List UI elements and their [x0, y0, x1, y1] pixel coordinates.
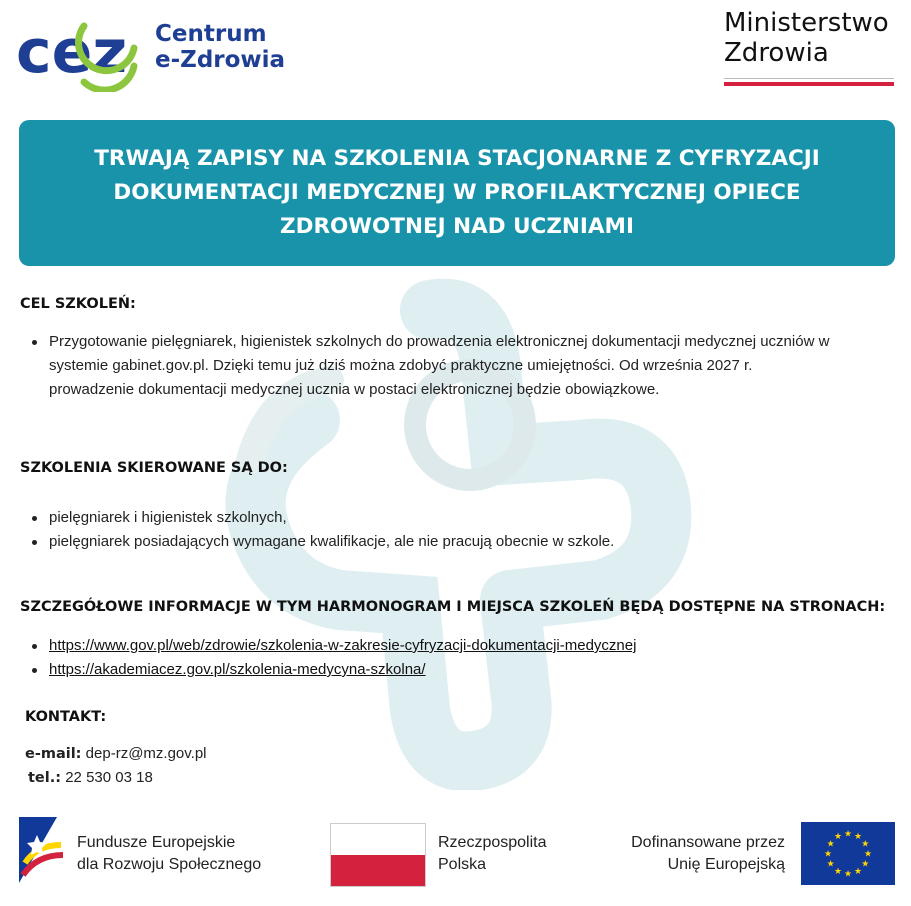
goal-list	[20, 330, 840, 402]
eu-star-icon: ★	[843, 828, 853, 839]
list-item: Przygotowanie pielęgniarek, higienistek szkolnych do prowadzenia elektronicznej dokumentacji medycznej uczniów w systemie gabinet.gov.pl. Dzięki temu już dziś można zdobyć praktyczne umiejętności. Od września 2027 r. prowadzenie dokumentacji medycznej ucznia w postaci elektronicznej będzie obowiązkowe.	[20, 330, 840, 402]
eu-star-icon: ★	[861, 838, 870, 849]
gov-training-link[interactable]: https://www.gov.pl/web/zdrowie/szkolenia-w-zakresie-cyfryzacji-dokumentacji-medycznej	[49, 637, 637, 654]
details-links	[20, 634, 636, 682]
rp-line1: Rzeczpospolita	[438, 834, 547, 851]
email-row	[25, 742, 207, 766]
audience-list	[20, 506, 640, 554]
ministry-logo	[724, 8, 899, 86]
email-label: e-mail:	[25, 746, 82, 762]
eu-star-icon: ★	[826, 838, 835, 849]
eu-flag-icon	[801, 822, 895, 885]
eu-star-icon: ★	[823, 848, 833, 859]
email-value[interactable]: dep-rz@mz.gov.pl	[85, 745, 207, 762]
eu-star-icon: ★	[833, 831, 843, 842]
poland-flag-icon	[330, 823, 426, 887]
akademia-cez-link[interactable]: https://akademiacez.gov.pl/szkolenia-medycyna-szkolna/	[49, 661, 426, 678]
rp-line2: Polska	[438, 856, 487, 873]
ministry-red-bar	[724, 82, 894, 86]
list-item	[20, 634, 636, 658]
european-funds-logo-icon	[17, 815, 65, 885]
ministry-line2: Zdrowia	[724, 38, 829, 68]
eu-line1: Dofinansowane przez	[631, 834, 785, 851]
european-funds-name	[77, 832, 261, 876]
contact-heading: KONTAKT:	[25, 709, 107, 725]
contact-block	[25, 742, 207, 790]
audience-heading: SZKOLENIA SKIEROWANE SĄ DO:	[20, 460, 288, 476]
details-heading: SZCZEGÓŁOWE INFORMACJE W TYM HARMONOGRAM I MIEJSCA SZKOLEŃ BĘDĄ DOSTĘPNE NA STRONACH:	[20, 599, 886, 615]
phone-row	[25, 766, 207, 790]
cez-name-line2: e-Zdrowia	[155, 47, 286, 73]
eu-star-icon: ★	[826, 858, 835, 869]
eu-star-icon: ★	[853, 831, 863, 842]
poland-name	[438, 832, 547, 876]
cez-name-line1: Centrum	[155, 21, 267, 47]
eu-line2: Unię Europejską	[667, 856, 785, 873]
fe-line1: Fundusze Europejskie	[77, 834, 236, 851]
eu-star-icon: ★	[863, 848, 873, 859]
ministry-line1: Ministerstwo	[724, 8, 889, 38]
eu-cofinanced-text	[590, 832, 785, 876]
fe-line2: dla Rozwoju Społecznego	[77, 856, 262, 873]
title-banner	[19, 120, 895, 266]
page-header	[0, 0, 911, 110]
funding-footer	[0, 815, 911, 895]
ministry-divider	[724, 78, 894, 79]
eu-star-icon: ★	[843, 868, 853, 879]
list-item	[20, 658, 636, 682]
eu-star-icon: ★	[861, 858, 870, 869]
cez-logo-letters: cez	[16, 17, 128, 87]
eu-star-icon: ★	[853, 865, 863, 876]
phone-label: tel.:	[28, 770, 62, 786]
goal-heading: CEL SZKOLEŃ:	[20, 296, 136, 312]
banner-title: TRWAJĄ ZAPISY NA SZKOLENIA STACJONARNE Z CYFRYZACJI DOKUMENTACJI MEDYCZNEJ W PROFILAKTYCZNEJ OPIECE ZDROWOTNEJ NAD UCZNIAMI	[94, 146, 820, 239]
eu-star-icon: ★	[833, 865, 843, 876]
cez-name	[155, 21, 285, 73]
phone-value: 22 530 03 18	[65, 769, 153, 786]
list-item: pielęgniarek i higienistek szkolnych,	[20, 506, 640, 530]
list-item: pielęgniarek posiadających wymagane kwalifikacje, ale nie pracują obecnie w szkole.	[20, 530, 640, 554]
